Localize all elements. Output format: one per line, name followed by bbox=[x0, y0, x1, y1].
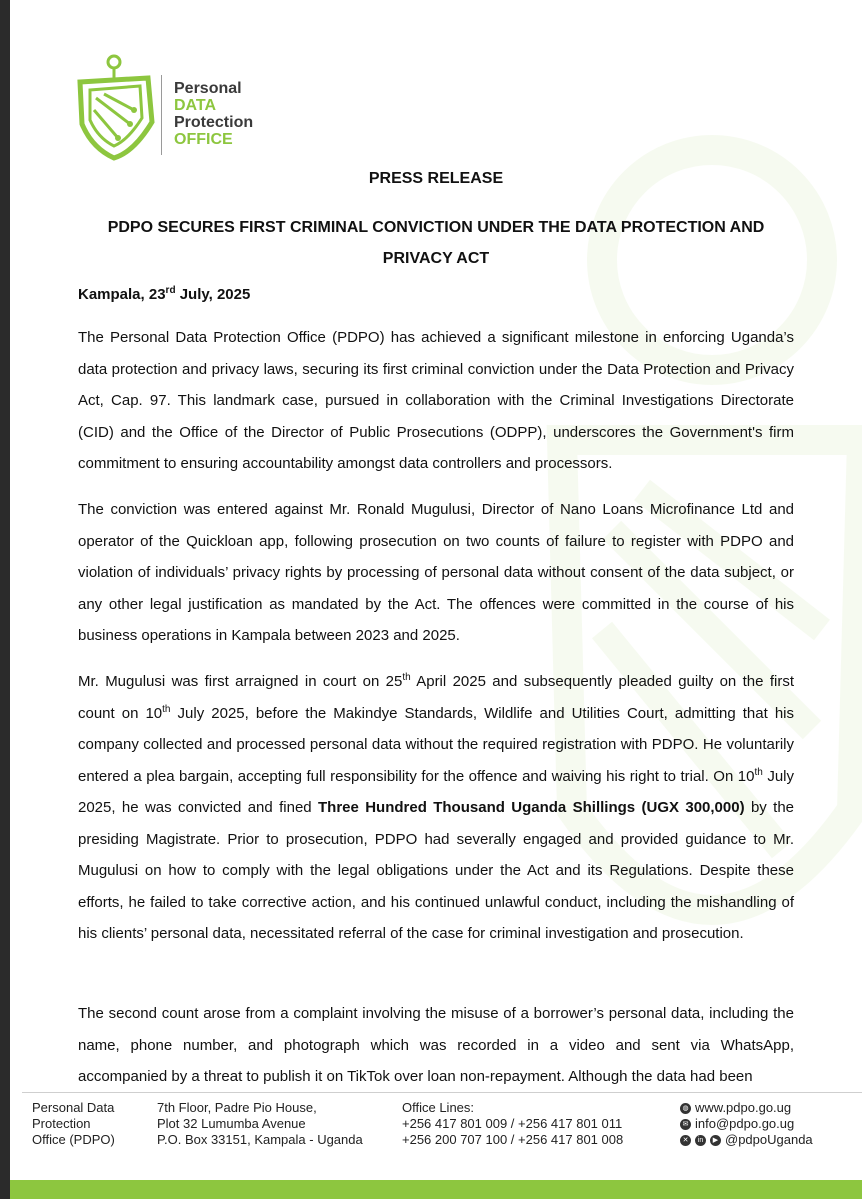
logo-line-1: Personal bbox=[174, 80, 242, 97]
p3-seg-b: April 2025 and subsequently pleaded guilty on the first count on 10 bbox=[78, 673, 794, 722]
document-page bbox=[10, 0, 862, 1199]
footer-divider bbox=[22, 1092, 862, 1093]
p3-seg-d: July 2025, he was convicted and fined bbox=[78, 767, 794, 816]
scan-border bbox=[0, 0, 10, 1199]
logo-line-4: OFFICE bbox=[174, 131, 233, 148]
email-icon: ✉ bbox=[680, 1119, 691, 1130]
logo-wordmark bbox=[174, 80, 253, 148]
dateline-text: Kampala, 23 bbox=[78, 286, 166, 303]
pdpo-logo-icon bbox=[74, 52, 170, 164]
footer-email[interactable]: info@pdpo.go.ug bbox=[695, 1116, 795, 1131]
youtube-icon: ▶ bbox=[710, 1135, 721, 1146]
paragraph-2: The conviction was entered against Mr. Ronald Mugulusi, Director of Nano Loans Microfinance Ltd and operator of the Quickloan app, following prosecution on two counts of failure to register with PDPO and violation of individuals’ privacy rights by processing of personal data without consent of the data subject, or any other legal justification as mandated by the Act. The offences were committed in the course of his business operations in Kampala between 2023 and 2025. bbox=[78, 501, 794, 644]
footer-org-line-1: Personal Data bbox=[32, 1100, 115, 1115]
p3-seg-e: by the presiding Magistrate. Prior to prosecution, PDPO had severally engaged and provided guidance to Mr. Mugulusi on how to comply with the legal obligations under the Act and its Regulations. Despite these efforts, he failed to take corrective action, and his continued unlawful conduct, including the mishandling of his clients’ personal data, necessitated referral of the case for criminal investigation and prosecution. bbox=[78, 799, 794, 942]
logo-line-3: Protection bbox=[174, 114, 254, 131]
dateline bbox=[78, 286, 250, 303]
footer-phones-line-2: +256 200 707 100 / +256 417 801 008 bbox=[402, 1132, 624, 1147]
dateline-text-end: July, 2025 bbox=[175, 286, 251, 303]
globe-icon: ◍ bbox=[680, 1103, 691, 1114]
footer-address bbox=[157, 1100, 363, 1148]
footer-social-row bbox=[680, 1132, 813, 1148]
paragraph-1: The Personal Data Protection Office (PDPO) has achieved a significant milestone in enforcing Uganda’s data protection and privacy laws, securing its first criminal conviction under the Data Protection and Privacy Act, Cap. 97. This landmark case, pursued in collaboration with the Criminal Investigations Directorate (CID) and the Office of the Director of Public Prosecutions (ODPP), underscores the Government's firm commitment to ensuring accountability amongst data controllers and processors. bbox=[78, 329, 794, 472]
footer-org-line-2: Protection bbox=[32, 1116, 91, 1131]
footer-org bbox=[32, 1100, 115, 1148]
footer-email-row bbox=[680, 1116, 813, 1132]
linkedin-icon: in bbox=[695, 1135, 706, 1146]
p3-sup-a: th bbox=[402, 672, 411, 683]
headline-line-2: PRIVACY ACT bbox=[382, 250, 490, 267]
footer-address-line-2: Plot 32 Lumumba Avenue bbox=[157, 1116, 306, 1131]
footer-website[interactable]: www.pdpo.go.ug bbox=[695, 1100, 792, 1115]
logo-divider bbox=[161, 75, 162, 155]
footer-phones bbox=[402, 1100, 623, 1148]
press-release-label: PRESS RELEASE bbox=[368, 170, 504, 187]
footer-address-line-3: P.O. Box 33151, Kampala - Uganda bbox=[157, 1132, 363, 1147]
footer-phones-line-1: +256 417 801 009 / +256 417 801 011 bbox=[402, 1116, 623, 1131]
footer-phones-label: Office Lines: bbox=[402, 1100, 475, 1115]
paragraph-4: The second count arose from a complaint involving the misuse of a borrower’s personal data, including the name, phone number, and photograph which was recorded in a video and sent via WhatsApp, accompanied by a threat to publish it on TikTok over loan non-repayment. Although the data had been bbox=[78, 1005, 794, 1085]
footer-org-line-3: Office (PDPO) bbox=[32, 1132, 115, 1147]
headline bbox=[80, 212, 792, 274]
logo-line-2: DATA bbox=[174, 97, 217, 114]
p3-seg-c: July 2025, before the Makindye Standards, Wildlife and Utilities Court, admitting that his company collected and processed personal data without the required registration with PDPO. He voluntarily entered a plea bargain, accepting full responsibility for the offence and waiving his right to trial. On 10 bbox=[78, 704, 794, 785]
footer-social-handle[interactable]: @pdpoUganda bbox=[725, 1132, 813, 1147]
fine-amount: Three Hundred Thousand Uganda Shillings (UGX 300,000) bbox=[318, 799, 745, 816]
headline-line-1: PDPO SECURES FIRST CRIMINAL CONVICTION UNDER THE DATA PROTECTION AND bbox=[107, 219, 765, 236]
footer-address-line-1: 7th Floor, Padre Pio House, bbox=[157, 1100, 317, 1115]
footer-green-bar bbox=[10, 1180, 862, 1199]
dateline-sup: rd bbox=[165, 285, 176, 296]
footer-contacts bbox=[680, 1100, 813, 1148]
paragraph-3 bbox=[78, 666, 794, 950]
x-icon: ✕ bbox=[680, 1135, 691, 1146]
p3-sup-c: th bbox=[754, 766, 763, 778]
footer-website-row bbox=[680, 1100, 813, 1116]
p3-seg-a: Mr. Mugulusi was first arraigned in court on 25 bbox=[78, 673, 403, 690]
p3-sup-b: th bbox=[162, 703, 171, 715]
